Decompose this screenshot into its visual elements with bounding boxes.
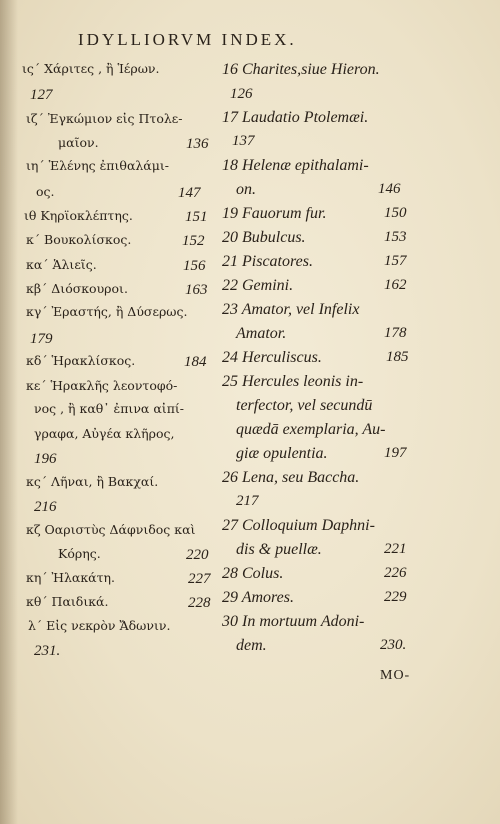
- latin-index-entry: 150: [384, 205, 407, 221]
- catchword: MO-: [380, 668, 411, 683]
- latin-index-entry: 28 Colus.: [222, 565, 284, 582]
- latin-index-entry: 157: [384, 253, 407, 269]
- greek-index-entry: κ΄ Βουκολίσκος.: [26, 232, 132, 247]
- latin-index-entry: dis & puellæ.: [236, 541, 322, 558]
- latin-index-entry: quædā exemplaria, Au-: [236, 421, 386, 438]
- greek-index-entry: Κόρης.: [58, 546, 101, 561]
- greek-index-entry: κθ΄ Παιδικά.: [26, 594, 109, 609]
- latin-index-entry: 22 Gemini.: [222, 277, 294, 294]
- latin-index-entry: 146: [378, 181, 401, 197]
- latin-index-entry: terfector, vel secundū: [236, 397, 373, 414]
- latin-index-entry: 226: [384, 565, 407, 581]
- latin-index-entry: 162: [384, 277, 407, 293]
- greek-index-entry: κς΄ Λῆναι, ἢ Βακχαί.: [26, 474, 159, 489]
- greek-index-entry: κη΄ Ἠλακάτη.: [26, 570, 115, 585]
- latin-index-entry: 17 Laudatio Ptolemæi.: [222, 109, 369, 126]
- greek-index-entry: 220: [186, 547, 209, 563]
- latin-index-entry: 29 Amores.: [222, 589, 294, 606]
- greek-index-entry: κγ΄ Ἐραστής, ἢ Δύσερως.: [26, 304, 188, 319]
- greek-index-entry: 163: [185, 282, 208, 298]
- latin-index-entry: 25 Hercules leonis in-: [222, 373, 364, 390]
- greek-index-entry: κα΄ Ἁλιεῖς.: [26, 257, 97, 272]
- latin-index-entry: 197: [384, 445, 407, 461]
- latin-index-entry: 19 Fauorum fur.: [222, 205, 327, 222]
- greek-index-entry: 147: [178, 185, 201, 201]
- page-header: IDYLLIORVM INDEX.: [78, 30, 297, 49]
- latin-index-entry: 16 Charites,siue Hieron.: [222, 61, 380, 78]
- latin-index-entry: dem.: [236, 637, 267, 654]
- greek-index-entry: κβ΄ Διόσκουροι.: [26, 281, 128, 296]
- latin-index-entry: 30 In mortuum Adoni-: [222, 613, 365, 630]
- greek-index-entry: ιθ Κηρϊοκλέπτης.: [24, 208, 133, 223]
- greek-index-entry: κδ΄ Ἡρακλίσκος.: [26, 353, 136, 368]
- latin-index-entry: 26 Lena, seu Baccha.: [222, 469, 360, 486]
- latin-index-entry: 23 Amator, vel Infelix: [222, 301, 360, 318]
- greek-index-entry: μαῖον.: [58, 135, 99, 150]
- latin-index-entry: 178: [384, 325, 407, 341]
- greek-index-entry: ος.: [36, 184, 55, 199]
- latin-index-entry: 221: [384, 541, 407, 557]
- latin-index-entry: Amator.: [236, 325, 287, 342]
- greek-index-entry: νος , ἢ καθ᾽ ἐπινα αἰπί-: [34, 401, 185, 416]
- greek-index-entry: 216: [34, 499, 57, 515]
- greek-index-entry: 156: [183, 258, 206, 274]
- greek-index-entry: κζ Οαριστὺς Δάφνιδος καὶ: [26, 522, 196, 537]
- gutter-shadow: [0, 0, 18, 824]
- latin-index-entry: 24 Herculiscus.: [222, 349, 322, 366]
- latin-index-entry: 18 Helenæ epithalami-: [222, 157, 369, 174]
- latin-index-entry: 137: [232, 133, 255, 149]
- latin-index-entry: giæ opulentia.: [236, 445, 328, 462]
- greek-index-entry: 151: [185, 209, 208, 225]
- greek-index-entry: ιζ΄ Ἐγκώμιον εἰς Πτολε-: [26, 111, 183, 126]
- greek-index-entry: 196: [34, 451, 57, 467]
- greek-index-entry: ιη΄ Ἑλένης ἐπιθαλάμι-: [26, 158, 169, 173]
- latin-index-entry: on.: [236, 181, 256, 198]
- greek-index-entry: 152: [182, 233, 205, 249]
- greek-index-entry: 231.: [34, 643, 61, 659]
- greek-index-entry: ις΄ Χάριτες , ἢ Ἱέρων.: [22, 61, 160, 76]
- latin-index-entry: 27 Colloquium Daphni-: [222, 517, 375, 534]
- greek-index-entry: 136: [186, 136, 209, 152]
- latin-index-entry: 21 Piscatores.: [222, 253, 313, 270]
- latin-index-entry: 185: [386, 349, 409, 365]
- greek-index-entry: 228: [188, 595, 211, 611]
- latin-index-entry: 229: [384, 589, 407, 605]
- greek-index-entry: κε΄ Ἡρακλῆς λεοντοφό-: [26, 378, 178, 393]
- latin-index-entry: 153: [384, 229, 407, 245]
- greek-index-entry: λ΄ Εἰς νεκρὸν Ἄδωνιν.: [28, 618, 171, 633]
- latin-index-entry: 217: [236, 493, 259, 509]
- greek-index-entry: 184: [184, 354, 207, 370]
- greek-index-entry: 179: [30, 331, 53, 347]
- latin-index-entry: 20 Bubulcus.: [222, 229, 306, 246]
- greek-index-entry: 127: [30, 87, 53, 103]
- latin-index-entry: 126: [230, 86, 253, 102]
- latin-index-entry: 230.: [380, 637, 407, 653]
- greek-index-entry: γραφα, Αὐγέα κλῆρος,: [34, 426, 175, 441]
- greek-index-entry: 227: [188, 571, 211, 587]
